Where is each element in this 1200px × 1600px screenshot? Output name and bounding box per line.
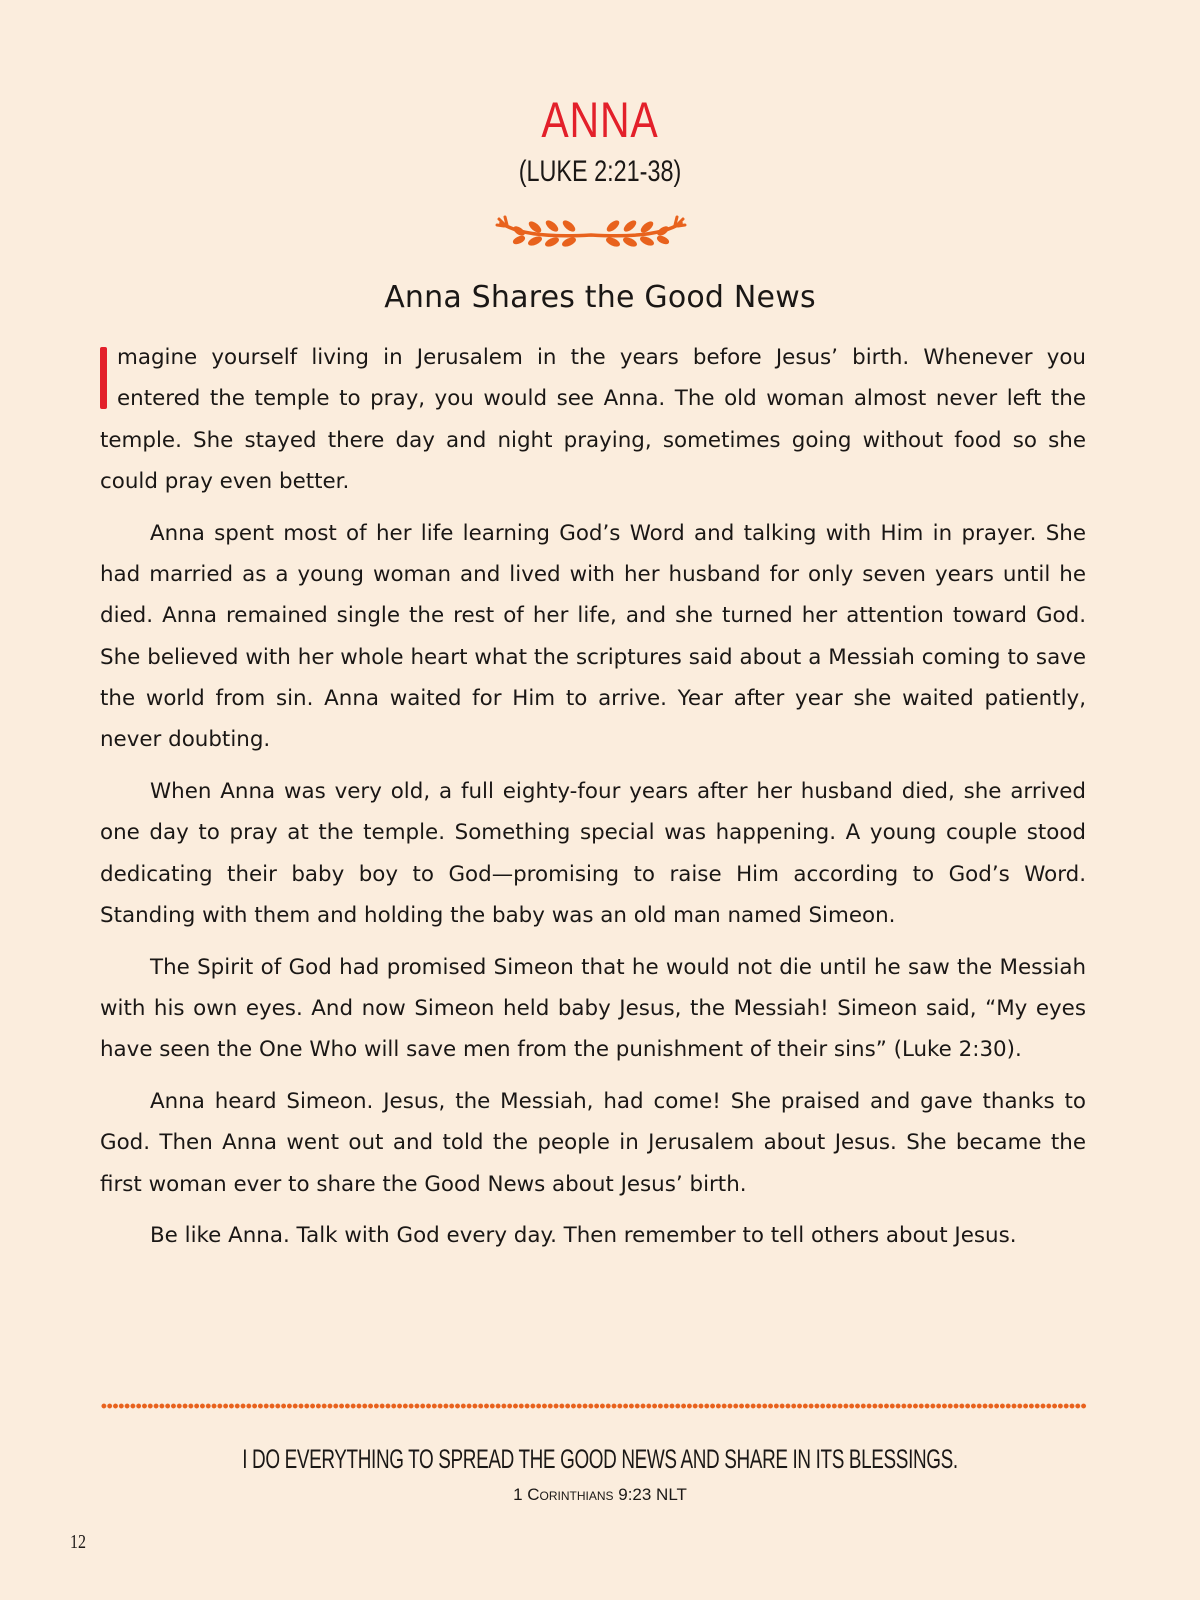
memory-verse: I DO EVERYTHING TO SPREAD THE GOOD NEWS AND SHARE IN ITS BLESSINGS. (242, 1444, 958, 1474)
dotted-divider (101, 1402, 1087, 1410)
page-number: 12 (70, 1531, 86, 1553)
page-title: ANNA (541, 92, 659, 148)
paragraph: The Spirit of God had promised Simeon that he would not die until he saw the Messiah with his own eyes. And now Simeon held baby Jesus, the Messiah! Simeon said, “My eyes have seen the One Who will save men from the punishment of their sins” (Luke 2:30). (100, 954, 1086, 1063)
paragraph-text: magine yourself living in Jerusalem in the years before Jesus’ birth. Whenever you entered the temple to pray, you would see Anna. The old woman almost never left the temple. She stayed there day and night praying, sometimes going without food so she could pray even better. (100, 345, 1086, 494)
paragraph: Anna heard Simeon. Jesus, the Messiah, had come! She praised and gave thanks to God. Then Anna went out and told the people in Jerusalem about Jesus. She became the first woman ever to share the Good News about Jesus’ birth. (100, 1089, 1086, 1197)
memory-verse-reference: 1 Corinthians 9:23 NLT (513, 1485, 687, 1504)
drop-cap-i (100, 347, 107, 409)
paragraph: When Anna was very old, a full eighty-four years after her husband died, she arrived one day to pray at the temple. Something special was happening. A young couple stood dedicating their baby boy to God—promising to raise Him according to God’s Word. Standing with them and holding the baby was an old man named Simeon. (100, 778, 1086, 928)
article-subtitle: Anna Shares the Good News (384, 280, 816, 315)
scripture-reference: (LUKE 2:21-38) (518, 155, 682, 188)
paragraph: Anna spent most of her life learning God’s Word and talking with Him in prayer. She had married as a young woman and lived with her husband for only seven years until he died. Anna remained single the rest of her life, and she turned her attention toward God. She believed with her whole heart what the scriptures said about a Messiah coming to save the world from sin. Anna waited for Him to arrive. Year after year she waited patiently, never doubting. (100, 520, 1086, 753)
paragraph: Be like Anna. Talk with God every day. Then remember to tell others about Jesus. (150, 1223, 1017, 1249)
article-body (100, 337, 1086, 1267)
laurel-vine-ornament-icon (495, 213, 687, 253)
paragraph (100, 337, 1086, 502)
